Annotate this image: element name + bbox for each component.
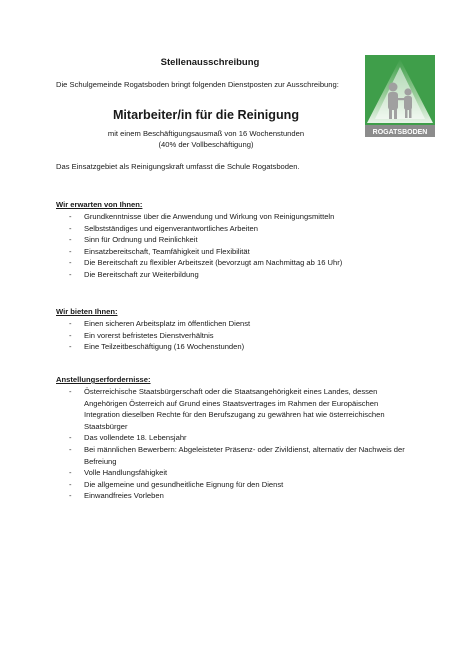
work-area-text: Das Einsatzgebiet als Reinigungskraft umfasst die Schule Rogatsboden. bbox=[56, 162, 300, 171]
logo-text: ROGATSBODEN bbox=[372, 129, 428, 136]
list-item: - Eine Teilzeitbeschäftigung (16 Wochenstunden) bbox=[56, 341, 416, 353]
list-item: - Volle Handlungsfähigkeit bbox=[56, 467, 408, 479]
list-item: - Einsatzbereitschaft, Teamfähigkeit und Flexibilität bbox=[56, 246, 416, 258]
percent-line: (40% der Vollbeschäftigung) bbox=[158, 140, 254, 149]
employment-extent bbox=[56, 128, 356, 150]
list-item: - Einwandfreies Vorleben bbox=[56, 490, 408, 502]
document-title: Stellenausschreibung bbox=[160, 57, 260, 68]
list-item: - Grundkenntnisse über die Anwendung und Wirkung von Reinigungsmitteln bbox=[56, 211, 416, 223]
expectations-list bbox=[56, 211, 416, 281]
section-title-expectations: Wir erwarten von Ihnen: bbox=[56, 200, 143, 209]
requirements-list bbox=[56, 386, 408, 502]
list-item: - Österreichische Staatsbürgerschaft oder die Staatsangehörigkeit eines Landes, dessen Angehörigen Österreich auf Grund eines Staatsvertrages im Rahmen der Europäischen Integration dieselben Rechte für den Berufszugang zu gewähren hat wie österreichischen Staatsbürger bbox=[56, 386, 408, 432]
section-title-offer: Wir bieten Ihnen: bbox=[56, 307, 118, 316]
list-item: - Das vollendete 18. Lebensjahr bbox=[56, 432, 408, 444]
list-item: - Die Bereitschaft zu flexibler Arbeitszeit (bevorzugt am Nachmittag ab 16 Uhr) bbox=[56, 257, 416, 269]
list-item: - Die allgemeine und gesundheitliche Eignung für den Dienst bbox=[56, 479, 408, 491]
list-item: - Bei männlichen Bewerbern: Abgeleisteter Präsenz- oder Zivildienst, alternativ der Nachweis der Befreiung bbox=[56, 444, 408, 467]
list-item: - Ein vorerst befristetes Dienstverhältnis bbox=[56, 330, 416, 342]
intro-text: Die Schulgemeinde Rogatsboden bringt folgenden Dienstposten zur Ausschreibung: bbox=[56, 80, 339, 89]
school-logo bbox=[363, 53, 437, 143]
hours-line: mit einem Beschäftigungsausmaß von 16 Wochenstunden bbox=[107, 129, 305, 138]
list-item: - Die Bereitschaft zur Weiterbildung bbox=[56, 269, 416, 281]
list-item: - Einen sicheren Arbeitsplatz im öffentlichen Dienst bbox=[56, 318, 416, 330]
list-item: - Selbstständiges und eigenverantwortliches Arbeiten bbox=[56, 223, 416, 235]
section-title-requirements: Anstellungserfordernisse: bbox=[56, 375, 151, 384]
offer-list bbox=[56, 318, 416, 353]
list-item: - Sinn für Ordnung und Reinlichkeit bbox=[56, 234, 416, 246]
position-title: Mitarbeiter/in für die Reinigung bbox=[112, 108, 300, 122]
